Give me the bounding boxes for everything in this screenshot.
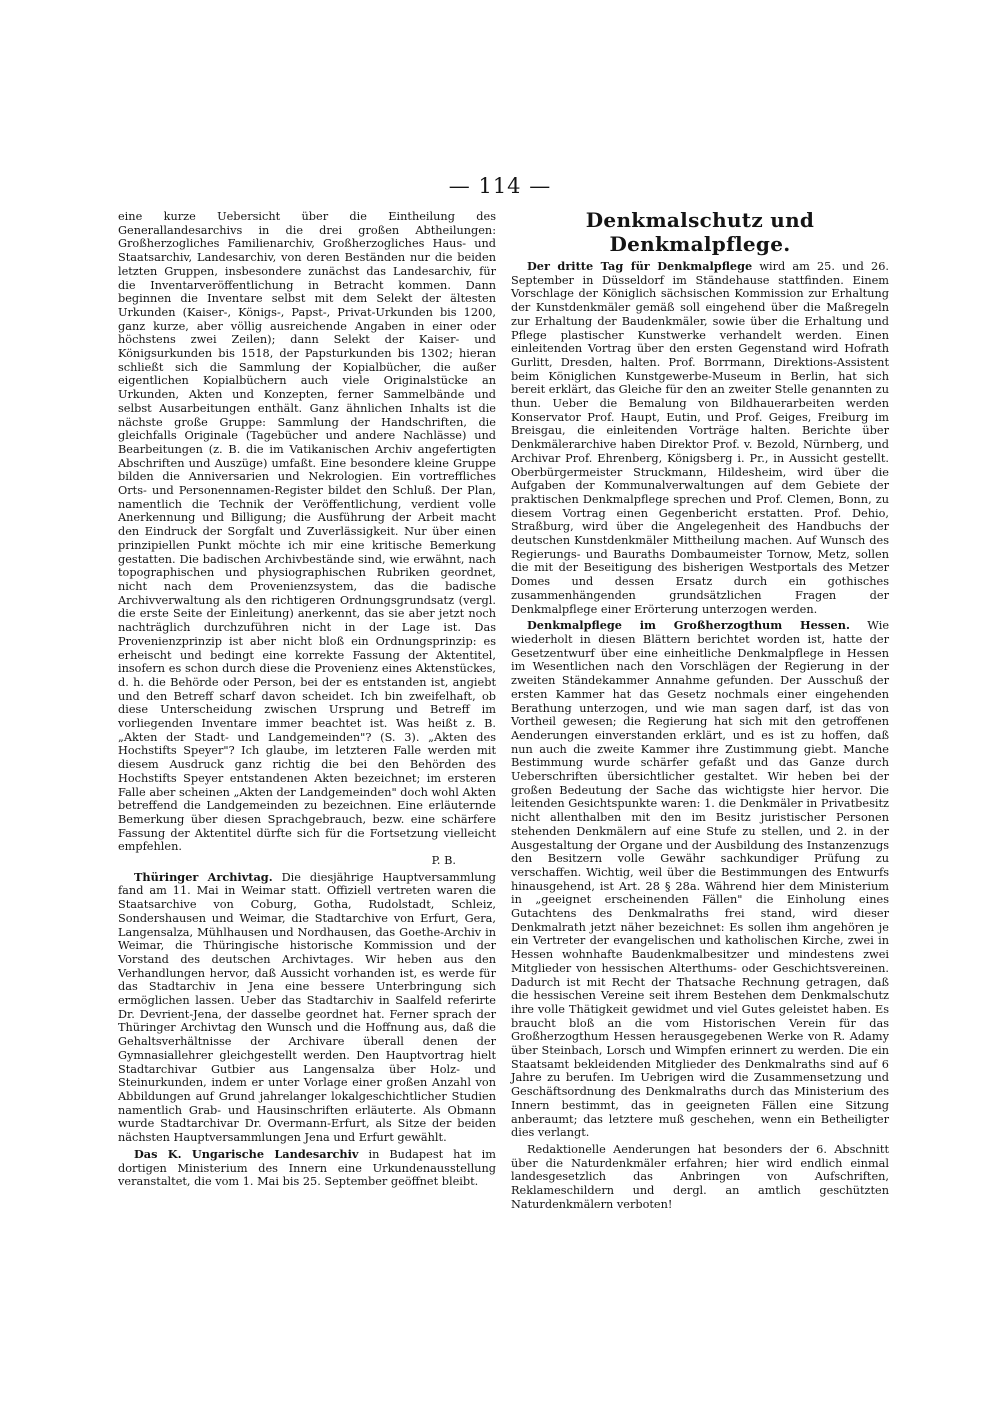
section-title: Denkmalschutz und Denkmalpflege.: [585, 208, 815, 256]
paragraph-body: wird am 25. und 26. September in Düsseldorf im Ständehause stattfinden. Einem Vorschlage der Königlich sächsischen Kommission zur Erhaltung der Kunstdenkmäler gemäß soll eingehend über die Maßregeln zur Erhaltung der Baudenkmäler, sowie über die Erhaltung und Pflege plastischer Kunstwerke verhandelt werden. Einen einleitenden Vortrag über den ersten Gegenstand wird Hofrath Gurlitt, Dresden, halten. Prof. Borrmann, Direktions-Assistent beim Königlichen Kunstgewerbe-Museum in Berlin, hat sich bereit erklärt, das Gleiche für den an zweiter Stelle genannten zu thun. Ueber die Bemalung von Bildhauerarbeiten werden Konservator Prof. Haupt, Eutin, und Prof. Geiges, Freiburg im Breisgau, die einleitenden Vorträge halten. Berichte über Denkmälerarchive haben Direktor Prof. v. Bezold, Nürnberg, und Archivar Prof. Ehrenberg, Königsberg i. Pr., in Aussicht gestellt. Oberbürgermeister Struckmann, Hildesheim, wird über die Aufgaben der Kommunalverwaltungen auf dem Gebiete der praktischen Denkmalpflege sprechen und Prof. Clemen, Bonn, zu diesem Vortrag einen Gegenbericht erstatten. Prof. Dehio, Straßburg, wird über die Angelegenheit des Handbuchs der deutschen Kunstdenkmäler Mittheilung machen. Auf Wunsch des Regierungs- und Bauraths Dombaumeister Tornow, Metz, sollen die mit der Beseitigung des bisherigen Westportals des Metzer Domes und dessen Ersatz durch ein gothisches zusammenhängenden grundsätzlichen Fragen der Denkmalpflege einer Erörterung unterzogen werden.: [511, 260, 890, 616]
paragraph-tag-fuer-denkmalpflege: [511, 260, 889, 616]
paragraph-body: Wie wiederholt in diesen Blättern berichtet worden ist, hatte der Gesetzentwurf über eine einheitliche Denkmalpflege in Hessen im Wesentlichen nach den Vorschlägen der Regierung in der zweiten Ständekammer Annahme gefunden. Der Ausschuß der ersten Kammer hat das Gesetz nochmals einer eingehenden Berathung unterzogen, und wie man sagen darf, ist das von Vortheil gewesen; die Regierung hat sich mit den getroffenen Aenderungen einverstanden erklärt, und es ist zu hoffen, daß nun auch die zweite Kammer ihre Zustimmung giebt. Manche Bestimmung wurde schärfer gefaßt und das Ganze durch Ueberschriften übersichtlicher gestaltet. Wir heben bei der großen Bedeutung der Sache das wichtigste hier hervor. Die leitenden Gesichtspunkte waren: 1. die Denkmäler in Privatbesitz nicht allenthalben mit den im Besitz juristischer Personen stehenden Denkmälern auf eine Stufe zu stellen, und 2. in der Ausgestaltung der Organe und der Ausbildung des Instanzenzugs den Besitzern volle Gewähr sachkundiger Prüfung zu verschaffen. Wichtig, weil über die Bestimmungen des Entwurfs hinausgehend, ist Art. 28 § 28a. Während hier dem Ministerium in „geeignet erscheinenden Fällen" die Einholung eines Gutachtens des Denkmalraths frei stand, wird dieser Denkmalrath jetzt näher bezeichnet: Es sollen ihm angehören je ein Vertreter der evangelischen und katholischen Kirche, zwei in Hessen wohnhafte Baudenkmalbesitzer und mindestens zwei Mitglieder von hessischen Alterthums- oder Geschichtsvereinen. Dadurch ist mit Recht der Thatsache Rechnung getragen, daß die hessischen Vereine seit ihrem Bestehen dem Denkmalschutz ihre volle Thätigkeit gewidmet und viel Gutes geleistet haben. Es braucht bloß an die vom Historischen Verein für das Großherzogthum Hessen herausgegebenen Werke von R. Adamy über Steinbach, Lorsch und Wimpfen erinnert zu werden. Die ein Staatsamt bekleidenden Mitglieder des Denkmalraths sind auf 6 Jahre zu berufen. Im Uebrigen wird die Zusammensetzung und Geschäftsordnung des Denkmalraths durch das Ministerium des Innern bestimmt, das in geeigneten Fällen eine Sitzung anberaumt; das letztere muß geschehen, wenn ein Betheiligter dies verlangt.: [511, 619, 890, 1140]
paragraph-naturdenkmaeler: Redaktionelle Aenderungen hat besonders der 6. Abschnitt über die Naturdenkmäler erfahren; hier wird endlich einmal landesgesetzlich das Anbringen von Aufschriften, Reklameschildern und dergl. an amtlich geschützten Naturdenkmälern verboten!: [511, 1143, 889, 1211]
author-signature: P. B.: [431, 854, 456, 868]
right-column: [511, 208, 889, 1212]
page-number: — 114 —: [448, 174, 552, 198]
paragraph-lead: Der dritte Tag für Denkmalpflege: [527, 259, 753, 273]
paragraph-lead: Thüringer Archivtag.: [134, 869, 273, 884]
paragraph-inventory-review: eine kurze Uebersicht über die Eintheilung des Generallandesarchivs in die drei großen Abtheilungen: Großherzogliches Familienarchiv, Großherzogliches Haus- und Staatsarchiv, Landesarchiv, von deren Beständen nur die beiden letzten Gruppen, insbesondere zunächst das Landesarchiv, für die Inventarveröffentlichung in Betracht kommen. Dann beginnen die Inventare selbst mit dem Selekt der ältesten Urkunden (Kaiser-, Königs-, Papst-, Privat-Urkunden bis 1200, ganz kurze, aber völlig ausreichende Angaben in einer oder höchstens zwei Zeilen); dann Selekt der Kaiser- und Königsurkunden bis 1518, der Papsturkunden bis 1302; hieran schließt sich die Sammlung der Kopialbücher, die außer eigentlichen Kopialbüchern auch viele Originalstücke an Urkunden, Akten und Konzepten, ferner Sammelbände und selbst Ausarbeitungen enthält. Ganz ähnlichen Inhalts ist die nächste große Gruppe: Sammlung der Handschriften, die gleichfalls Originale (Tagebücher und andere Nachlässe) und Bearbeitungen (z. B. die im Vatikanischen Archiv angefertigten Abschriften und Auszüge) umfaßt. Eine besondere kleine Gruppe bilden die Anniversarien und Nekrologien. Ein vortreffliches Orts- und Personennamen-Register bildet den Schluß. Der Plan, namentlich die Technik der Veröffentlichung, verdient volle Anerkennung und Billigung; die Ausführung der Arbeit macht den Eindruck der Sorgfalt und Zuverlässigkeit. Nur über einen prinzipiellen Punkt möchte ich mir eine kritische Bemerkung gestatten. Die badischen Archivbestände sind, wie erwähnt, nach topographischen und physiographischen Rubriken geordnet, nicht nach dem Provenienzsystem, das die badische Archivverwaltung als den richtigeren Ordnungsgrundsatz (vergl. die erste Seite der Einleitung) anerkennt, das sie aber jetzt noch nachträglich durchzuführen nicht in der Lage ist. Das Provenienzprinzip ist aber nicht bloß ein Ordnungsprinzip: es erheischt und bedingt eine korrekte Fassung der Aktentitel, insofern es schon durch diese die Provenienz eines Aktenstückes, d. h. die Behörde oder Person, bei der es entstanden ist, angiebt und den Betreff scharf davon scheidet. Ich bin zweifelhaft, ob diese Unterscheidung zwischen Ursprung und Betreff im vorliegenden Inventare immer beachtet ist. Was heißt z. B. „Akten der Stadt- und Landgemeinden"? (S. 3). „Akten des Hochstifts Speyer"? Ich glaube, im letzteren Falle werden mit diesem Ausdruck ganz richtig die bei den Behörden des Hochstifts Speyer entstandenen Akten bezeichnet; im ersteren Falle aber scheinen „Akten der Landgemeinden" doch wohl Akten betreffend die Landgemeinden zu bezeichnen. Eine erläuternde Bemerkung über diesen Sprachgebrauch, bezw. eine schärfere Fassung der Aktentitel dürfte sich für die Fortsetzung vielleicht empfehlen.: [118, 210, 496, 854]
left-column: [118, 210, 496, 1189]
paragraph-body: Die diesjährige Hauptversammlung fand am 11. Mai in Weimar statt. Offiziell vertreten waren die Staatsarchive von Coburg, Gotha, Rudolstadt, Schleiz, Sondershausen und Weimar, die Stadtarchive von Erfurt, Gera, Langensalza, Mühlhausen und Nordhausen, das Goethe-Archiv in Weimar, die Thüringische historische Kommission und der Vorstand des deutschen Archivtages. Wir heben aus den Verhandlungen hervor, daß Aussicht vorhanden ist, es werde für das Stadtarchiv in Jena eine bessere Unterbringung sich ermöglichen lassen. Ueber das Stadtarchiv in Saalfeld referirte Dr. Devrient-Jena, der dasselbe geordnet hat. Ferner sprach der Thüringer Archivtag den Wunsch und die Hoffnung aus, daß die Gehaltsverhältnisse der Archivare überall denen der Gymnasiallehrer gleichgestellt werden. Den Hauptvortrag hielt Stadtarchivar Gutbier aus Langensalza über Holz- und Steinurkunden, indem er unter Vorlage einer großen Anzahl von Abbildungen auf Grund jahrelanger lokalgeschichtlicher Studien namentlich Grab- und Hausinschriften erläuterte. Als Obmann wurde Stadtarchivar Dr. Overmann-Erfurt, als Sitze der beiden nächsten Hauptversammlungen Jena und Erfurt gewählt.: [118, 870, 497, 1145]
paragraph-denkmalpflege-hessen: [511, 619, 889, 1140]
paragraph-lead: Das K. Ungarische Landesarchiv: [134, 1146, 359, 1161]
paragraph-thueringer-archivtag: [118, 871, 496, 1145]
paragraph-lead: Denkmalpflege im Großherzogthum Hessen.: [527, 618, 850, 633]
paragraph-body: in Budapest hat im dortigen Ministerium des Innern eine Urkundenausstellung veranstaltet, die vom 1. Mai bis 25. September geöffnet bleibt.: [118, 1147, 496, 1189]
paragraph-ungarisches-landesarchiv: [118, 1148, 496, 1189]
